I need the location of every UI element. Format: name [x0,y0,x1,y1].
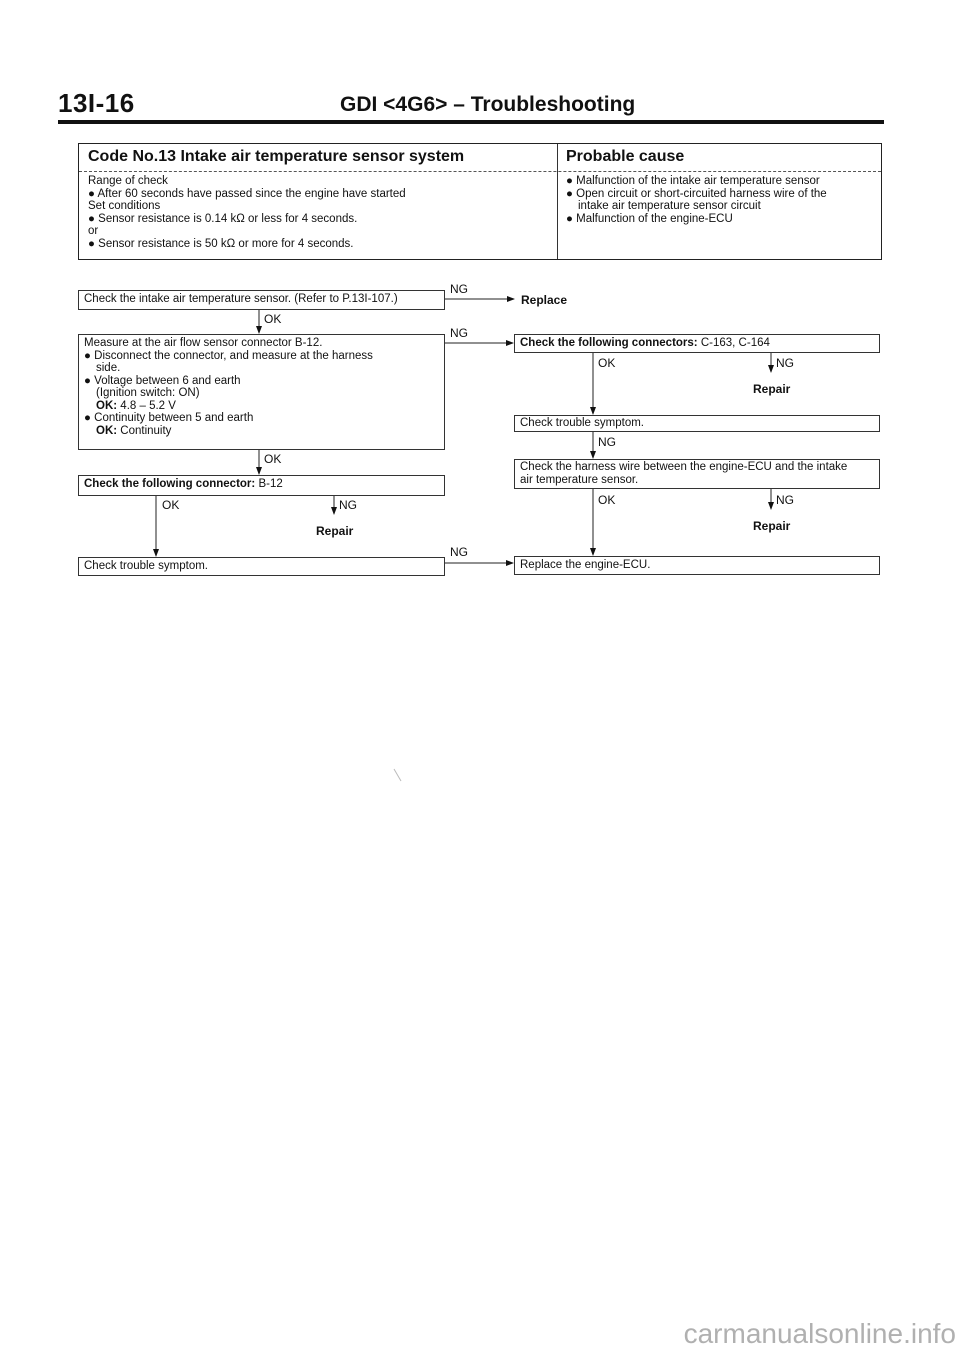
step1-ok-label: OK [264,312,282,326]
conn-b-repair-label: Repair [316,524,354,538]
measure-ok-continuity: OK: Continuity [96,424,172,437]
measure-ok-label: OK [264,452,282,466]
cause-2: ● Open circuit or short-circuited harness wire of the [566,187,827,200]
conn-c-ok-label: OK [598,356,616,370]
harness-ok-label: OK [598,493,616,507]
page-title: GDI <4G6> – Troubleshooting [340,93,636,116]
range-label: Range of check [88,175,168,187]
probable-cause-heading: Probable cause [566,148,685,165]
watermark: carmanualsonline.info [683,1318,956,1349]
conn-c-repair-label: Repair [753,382,791,396]
harness-repair-label: Repair [753,519,791,533]
step-replace-engine-ecu: Replace the engine-ECU. [514,556,880,575]
measure-line-4: ● Voltage between 6 and earth [84,374,241,387]
conn-c-ng-label: NG [776,356,794,370]
cause-2-cont: intake air temperature sensor circuit [578,200,761,212]
measure-line-1: Measure at the air flow sensor connector B-12. [84,337,323,349]
code-heading: Code No.13 Intake air temperature sensor system [88,148,465,165]
step-check-connectors-c163-c164: Check the following connectors: C-163, C-164 [514,334,880,353]
range-item: ● After 60 seconds have passed since the engine have started [88,187,406,200]
harness-line-1: Check the harness wire between the engine-ECU and the intake [520,461,848,473]
conn-b-ok-label: OK [162,498,180,512]
measure-line-6: ● Continuity between 5 and earth [84,412,254,424]
harness-line-2: air temperature sensor. [520,473,639,486]
trouble-right-ng-label: NG [598,435,616,449]
measure-line-3: side. [96,362,121,374]
measure-ng-label: NG [450,326,468,340]
measure-line-2: ● Disconnect the connector, and measure at the harness [84,349,373,362]
step-check-trouble-right: Check trouble symptom. [514,415,880,432]
step-check-trouble-left: Check trouble symptom. [78,557,445,576]
measure-ok-voltage: OK: 4.8 – 5.2 V [96,399,176,412]
set-item-2: ● Sensor resistance is 50 kΩ or more for 4 seconds. [88,237,354,250]
step-check-harness-wire [514,459,880,489]
step-check-intake-sensor: Check the intake air temperature sensor. (Refer to P.13I-107.) [78,290,445,310]
conn-b-ng-label: NG [339,498,357,512]
step1-ng-label: NG [450,282,468,296]
cause-1: ● Malfunction of the intake air temperature sensor [566,175,820,187]
trouble-left-ng-label: NG [450,545,468,559]
set-item-1: ● Sensor resistance is 0.14 kΩ or less for 4 seconds. [88,212,358,225]
measure-line-5: (Ignition switch: ON) [96,387,200,399]
replace-label: Replace [521,293,568,307]
page-number: 13I-16 [58,88,135,118]
harness-ng-label: NG [776,493,794,507]
cause-3: ● Malfunction of the engine-ECU [566,212,733,225]
step-measure-connector [78,334,445,450]
step-check-connector-b12: Check the following connector: B-12 [78,475,445,496]
or-text: or [88,225,99,237]
set-label: Set conditions [88,200,161,212]
